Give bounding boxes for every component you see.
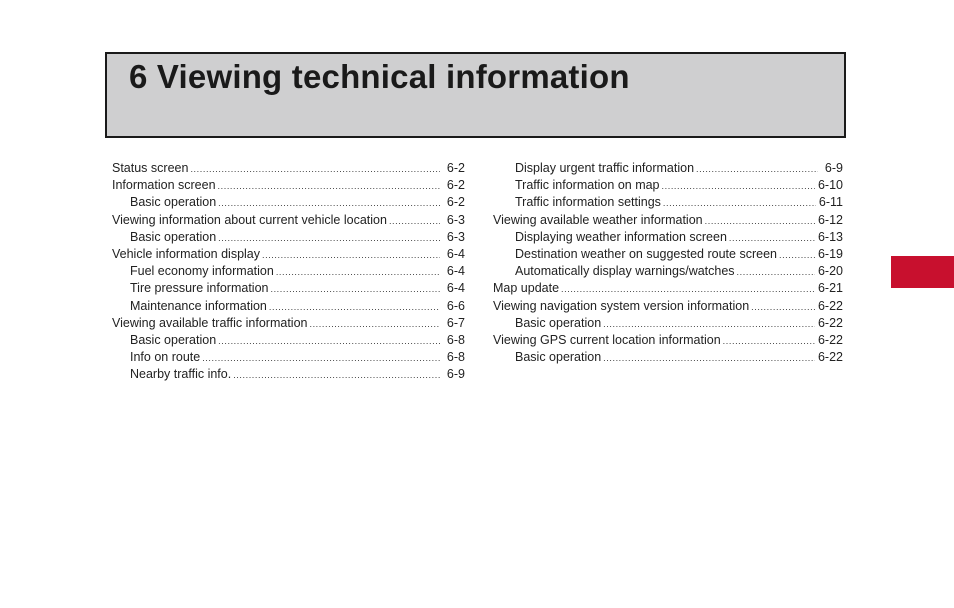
toc-entry-label: Info on route: [130, 350, 201, 365]
toc-entry-page: 6-11: [818, 195, 843, 210]
toc-entry[interactable]: [112, 212, 465, 229]
chapter-title: 6 Viewing technical information: [129, 58, 630, 95]
toc-entry[interactable]: [112, 349, 465, 366]
toc-leader-dots: [269, 298, 440, 316]
toc-leader-dots: [751, 298, 815, 316]
toc-entry-page: 6-8: [446, 350, 465, 365]
toc-entry-page: 6-4: [446, 264, 465, 279]
toc-leader-dots: [262, 246, 440, 264]
toc-entry-page: 6-9: [446, 367, 465, 382]
toc-entry-label: Display urgent traffic information: [515, 161, 695, 175]
toc-leader-dots: [561, 280, 815, 298]
toc-entry[interactable]: [493, 246, 843, 263]
toc-entry-page: 6-12: [817, 212, 843, 227]
toc-entry-label: Tire pressure information: [130, 281, 269, 296]
toc-leader-dots: [723, 332, 815, 350]
toc-entry-label: Viewing information about current vehicle location: [112, 212, 387, 227]
toc-entry-label: Basic operation: [130, 332, 217, 347]
toc-entry[interactable]: [493, 263, 843, 280]
toc-entry-page: 6-9: [824, 161, 843, 175]
toc-leader-dots: [202, 349, 440, 367]
toc-leader-dots: [705, 212, 815, 230]
toc-entry-label: Viewing available weather information: [493, 212, 703, 227]
toc-entry-page: 6-22: [817, 332, 843, 347]
toc-entry[interactable]: [112, 194, 465, 211]
toc-leader-dots: [218, 332, 440, 350]
toc-entry-page: 6-20: [817, 264, 843, 279]
toc-entry-label: Destination weather on suggested route screen: [515, 246, 777, 261]
toc-entry[interactable]: [112, 298, 465, 315]
toc-entry-label: Information screen: [112, 178, 216, 193]
toc-entry-page: 6-22: [817, 350, 843, 365]
toc-entry-label: Viewing available traffic information: [112, 315, 308, 330]
toc-entry-label: Basic operation: [515, 315, 602, 330]
toc-entry-page: 6-3: [446, 229, 465, 244]
toc-entry-label: Fuel economy information: [130, 264, 274, 279]
toc-entry-label: Viewing GPS current location information: [493, 332, 721, 347]
toc-entry-label: Automatically display warnings/watches: [515, 264, 735, 279]
toc-entry-label: Viewing navigation system version information: [493, 298, 750, 313]
toc-entry[interactable]: [493, 298, 843, 315]
toc-leader-dots: [218, 177, 440, 195]
toc-entry-label: Basic operation: [515, 350, 602, 365]
toc-entry-label: Traffic information settings: [515, 195, 661, 210]
toc-entry[interactable]: [493, 212, 843, 229]
toc-leader-dots: [270, 280, 440, 298]
toc-entry-page: 6-10: [817, 178, 843, 193]
toc-entry-page: 6-3: [446, 212, 465, 227]
toc-leader-dots: [603, 349, 815, 367]
toc-entry-page: 6-4: [446, 281, 465, 296]
toc-entry-label: Maintenance information: [130, 298, 267, 313]
toc-entry-label: Vehicle information display: [112, 246, 260, 261]
toc-entry-page: 6-2: [446, 178, 465, 193]
toc-entry-page: 6-8: [446, 332, 465, 347]
toc-entry-label: Status screen: [112, 161, 189, 175]
toc-leader-dots: [218, 194, 440, 212]
toc-leader-dots: [663, 194, 816, 212]
toc-entry-label: Basic operation: [130, 195, 217, 210]
toc-entry-page: 6-2: [446, 195, 465, 210]
toc-entry[interactable]: [493, 315, 843, 332]
toc-entry-page: 6-2: [446, 161, 465, 175]
toc-leader-dots: [696, 160, 818, 178]
toc-leader-dots: [779, 246, 815, 264]
toc-entry[interactable]: [112, 315, 465, 332]
toc-entry[interactable]: [112, 160, 465, 177]
toc-leader-dots: [737, 263, 815, 281]
chapter-title-box: [105, 52, 846, 138]
toc-entry[interactable]: [493, 160, 843, 177]
toc-entry[interactable]: [112, 229, 465, 246]
toc-entry-page: 6-21: [817, 281, 843, 296]
toc-entry-label: Displaying weather information screen: [515, 229, 727, 244]
toc-entry-page: 6-6: [446, 298, 465, 313]
toc-entry[interactable]: [112, 280, 465, 297]
toc-entry-page: 6-4: [446, 246, 465, 261]
toc-entry-page: 6-19: [817, 246, 843, 261]
chapter-tab-marker: [891, 256, 954, 288]
toc-entry[interactable]: [493, 194, 843, 211]
toc-leader-dots: [190, 160, 440, 178]
toc-leader-dots: [389, 212, 440, 230]
toc-entry[interactable]: [493, 177, 843, 194]
toc-leader-dots: [309, 315, 440, 333]
toc-right-column: [493, 160, 843, 366]
toc-leader-dots: [218, 229, 440, 247]
toc-entry-page: 6-13: [817, 229, 843, 244]
toc-entry[interactable]: [112, 177, 465, 194]
toc-entry[interactable]: [493, 229, 843, 246]
toc-entry[interactable]: [112, 246, 465, 263]
toc-entry[interactable]: [112, 366, 465, 383]
toc-entry-label: Basic operation: [130, 229, 217, 244]
toc-leader-dots: [276, 263, 440, 281]
toc-leader-dots: [233, 366, 440, 384]
toc-entry-page: 6-7: [446, 315, 465, 330]
toc-entry[interactable]: [493, 349, 843, 366]
toc-entry-page: 6-22: [817, 315, 843, 330]
toc-entry[interactable]: [112, 263, 465, 280]
toc-entry[interactable]: [112, 332, 465, 349]
toc-leader-dots: [729, 229, 815, 247]
toc-entry-label: Map update: [493, 281, 560, 296]
toc-left-column: [112, 160, 465, 383]
toc-entry[interactable]: [493, 332, 843, 349]
toc-leader-dots: [603, 315, 815, 333]
toc-entry[interactable]: [493, 280, 843, 297]
toc-entry-label: Nearby traffic info.: [130, 367, 232, 382]
toc-leader-dots: [662, 177, 815, 195]
toc-entry-page: 6-22: [817, 298, 843, 313]
toc-entry-label: Traffic information on map: [515, 178, 660, 193]
